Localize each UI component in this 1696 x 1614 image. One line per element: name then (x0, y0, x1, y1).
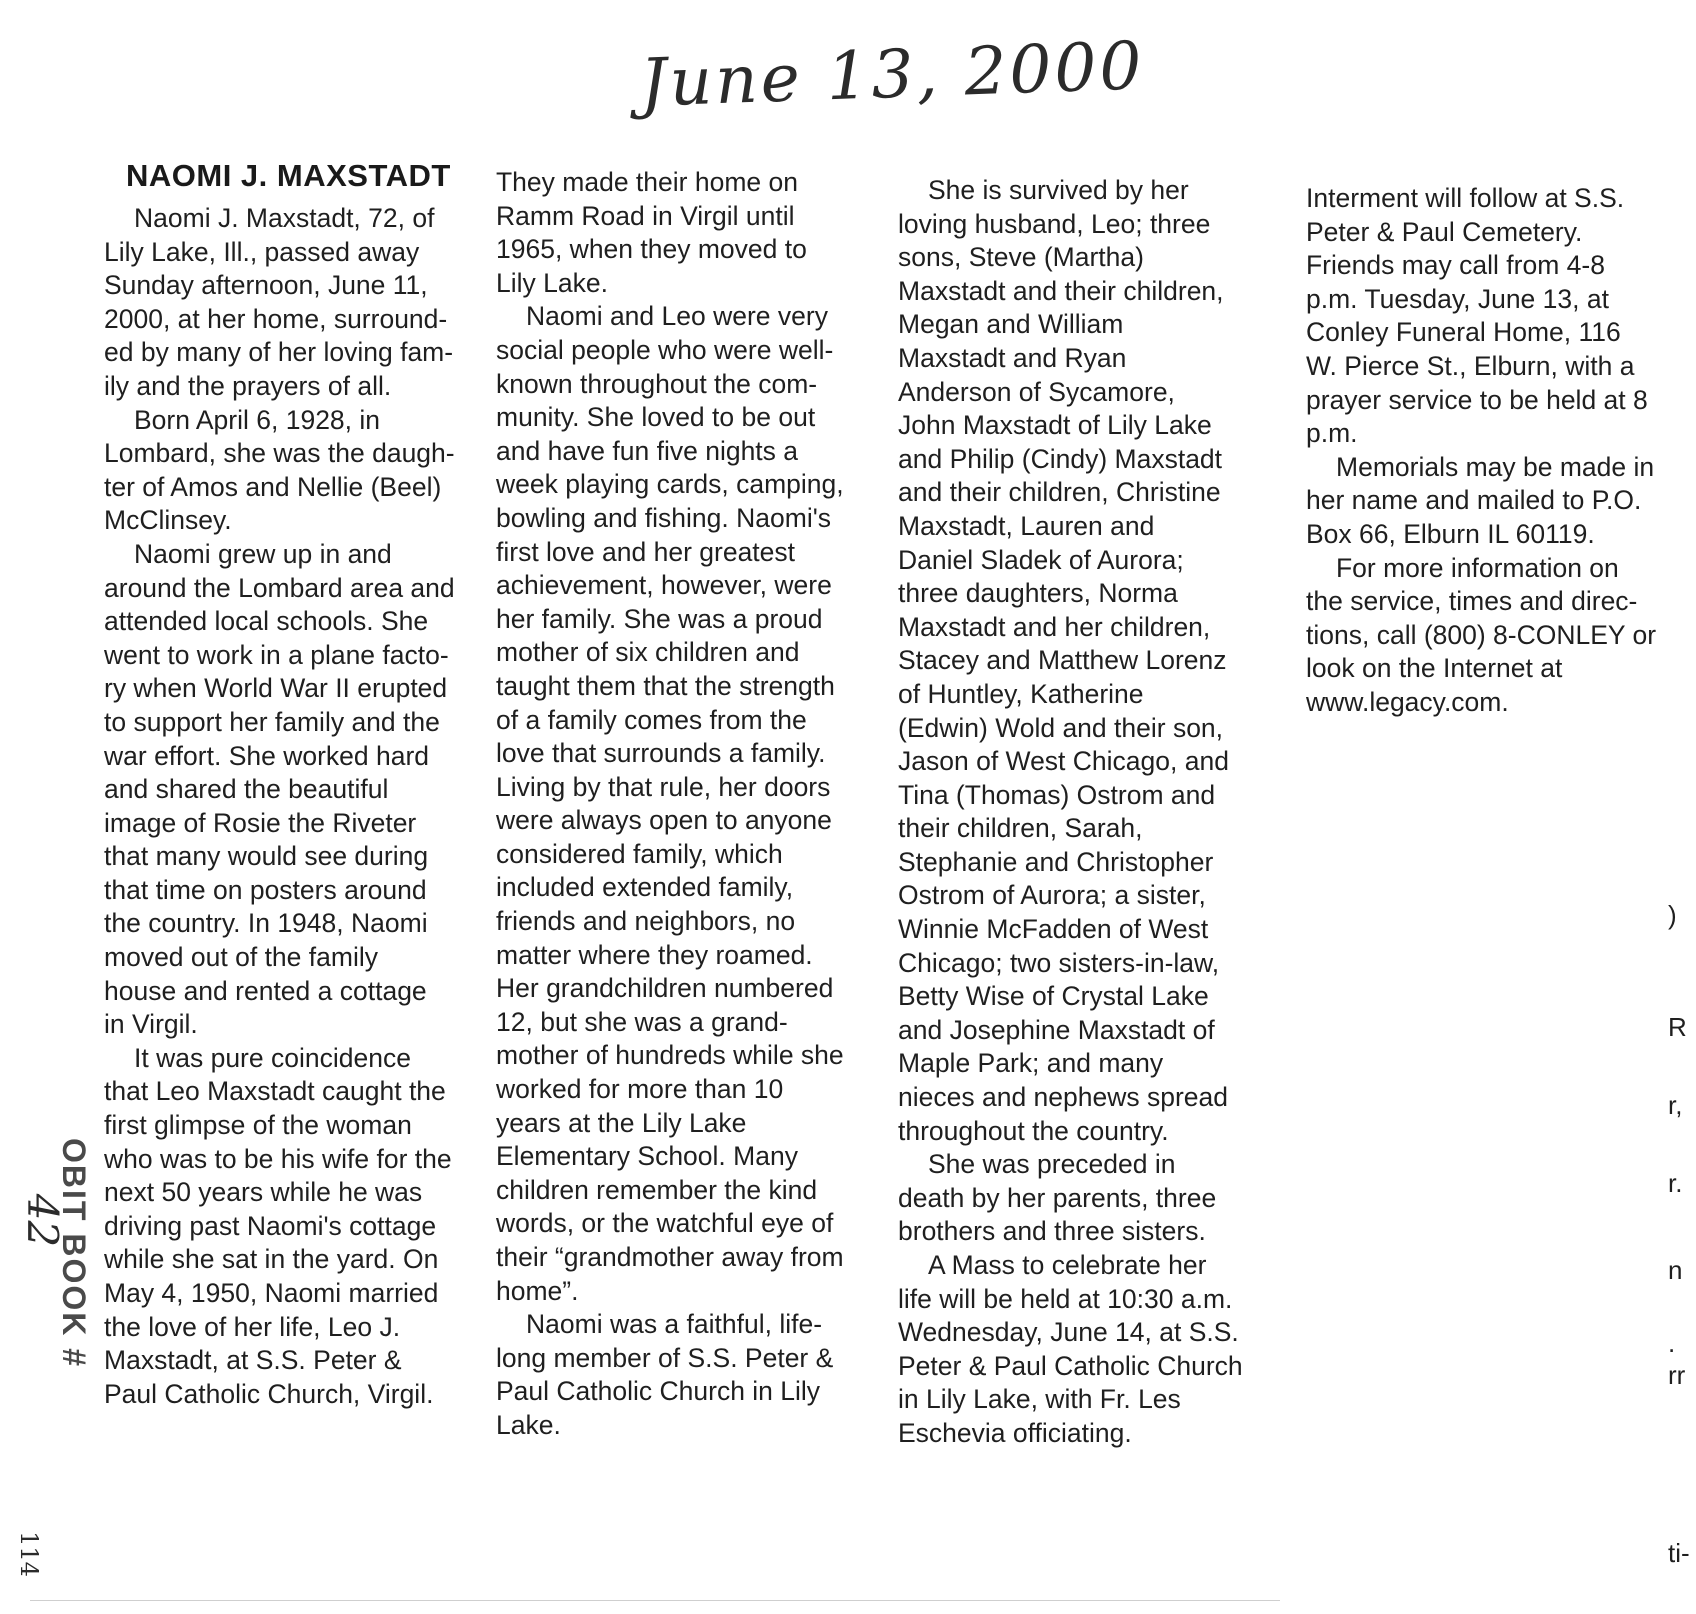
text-line: worked for more than 10 (496, 1074, 784, 1105)
text-line: Interment will follow at S.S. (1306, 183, 1625, 213)
text-line: their children, Sarah, (898, 813, 1143, 844)
text-line: and their children, Christine (898, 477, 1221, 508)
text-line: Stephanie and Christopher (898, 846, 1214, 877)
text-line: were always open to anyone (496, 805, 832, 836)
text-line: home”. (496, 1275, 579, 1306)
text-line: her family. She was a proud (496, 603, 823, 634)
text-line: mother of hundreds while she (496, 1040, 844, 1071)
text-line: ed by many of her loving fam- (104, 337, 454, 368)
text-line: Paul Catholic Church, Virgil. (104, 1378, 434, 1409)
text-line: Peter & Paul Cemetery. (1306, 216, 1583, 247)
text-line: 2000, at her home, surround- (104, 303, 448, 334)
text-line: in Virgil. (104, 1009, 198, 1040)
text-line: Ostrom of Aurora; a sister, (898, 880, 1206, 911)
edge-fragment: ti- (1668, 1538, 1690, 1568)
edge-fragment: ) (1668, 900, 1677, 930)
text-line: the love of her life, Leo J. (104, 1311, 401, 1342)
text-line: Stacey and Matthew Lorenz (898, 645, 1227, 676)
text-line: ry when World War II erupted (104, 673, 448, 704)
text-line: She is survived by her (928, 175, 1189, 205)
text-line: tions, call (800) 8-CONLEY or (1306, 619, 1657, 650)
text-line: For more information on (1336, 552, 1619, 583)
text-column-4 (1306, 182, 1656, 720)
text-line: Lake. (496, 1409, 561, 1440)
text-line: John Maxstadt of Lily Lake (898, 410, 1212, 441)
text-line: look on the Internet at (1306, 653, 1563, 684)
text-line: Lily Lake, Ill., passed away (104, 236, 420, 267)
text-column-2 (496, 166, 844, 1443)
text-line: Daniel Sladek of Aurora; (898, 544, 1184, 575)
text-line: matter where they roamed. (496, 939, 813, 970)
obituary-headline: NAOMI J. MAXSTADT (126, 158, 451, 193)
text-line: her name and mailed to P.O. (1306, 485, 1642, 516)
handwritten-book-number: 42 (18, 1193, 68, 1248)
text-line: included extended family, (496, 872, 794, 903)
text-line: Chicago; two sisters-in-law, (898, 947, 1220, 978)
corner-handwritten-mark: 114 (14, 1531, 43, 1577)
text-line: Winnie McFadden of West (898, 914, 1209, 945)
text-line: Megan and William (898, 309, 1124, 340)
text-line: ily and the prayers of all. (104, 370, 392, 401)
text-line: while she sat in the yard. On (104, 1244, 439, 1275)
text-line: Lombard, she was the daugh- (104, 438, 455, 469)
text-line: They made their home on (496, 167, 798, 197)
text-line: A Mass to celebrate her (928, 1250, 1207, 1280)
text-line: nieces and nephews spread (898, 1082, 1229, 1113)
edge-fragment: n (1668, 1255, 1683, 1285)
text-line: prayer service to be held at 8 (1306, 384, 1648, 415)
text-line: their “grandmother away from (496, 1242, 844, 1272)
text-line: went to work in a plane facto- (104, 639, 449, 670)
text-line: mother of six children and (496, 637, 800, 668)
text-line: W. Pierce St., Elburn, with a (1306, 350, 1635, 381)
text-line: war effort. She worked hard (104, 740, 430, 771)
text-line: Conley Funeral Home, 116 (1306, 317, 1621, 348)
text-line: in Lily Lake, with Fr. Les (898, 1384, 1181, 1415)
text-line: and Josephine Maxstadt of (898, 1014, 1215, 1045)
text-line: first glimpse of the woman (104, 1110, 412, 1141)
text-line: Maxstadt and her children, (898, 611, 1211, 642)
text-line: words, or the watchful eye of (496, 1208, 834, 1239)
text-line: who was to be his wife for the (104, 1143, 452, 1174)
text-line: loving husband, Leo; three (898, 208, 1211, 239)
obit-book-stamp: OBIT BOOK # (56, 1138, 92, 1369)
text-line: around the Lombard area and (104, 572, 455, 603)
text-line: p.m. (1306, 418, 1358, 449)
text-line: that many would see during (104, 841, 429, 872)
text-line: known throughout the com- (496, 368, 818, 399)
text-line: the service, times and direc- (1306, 586, 1638, 617)
text-line: Naomi was a faithful, life- (526, 1309, 823, 1340)
text-line: Naomi grew up in and (134, 538, 392, 569)
text-line: Ramm Road in Virgil until (496, 200, 795, 231)
text-line: first love and her greatest (496, 536, 796, 567)
text-line: Naomi J. Maxstadt, 72, of (134, 203, 435, 233)
text-line: Maple Park; and many (898, 1048, 1164, 1079)
text-line: Maxstadt and their children, (898, 275, 1224, 306)
text-line: and have fun five nights a (496, 435, 799, 466)
text-line: next 50 years while he was (104, 1177, 423, 1208)
text-line: achievement, however, were (496, 570, 832, 601)
text-line: 12, but she was a grand- (496, 1006, 788, 1037)
text-line: Sunday afternoon, June 11, (104, 270, 428, 301)
text-line: Betty Wise of Crystal Lake (898, 981, 1209, 1012)
text-line: moved out of the family (104, 942, 378, 973)
text-line: children remember the kind (496, 1174, 818, 1205)
text-line: friends and neighbors, no (496, 906, 796, 937)
text-line: throughout the country. (898, 1115, 1169, 1146)
text-line: week playing cards, camping, (496, 469, 844, 500)
text-line: brothers and three sisters. (898, 1216, 1206, 1247)
text-line: 1965, when they moved to (496, 234, 807, 265)
text-line: Living by that rule, her doors (496, 771, 831, 802)
text-line: years at the Lily Lake (496, 1107, 747, 1138)
text-line: that Leo Maxstadt caught the (104, 1076, 446, 1107)
text-line: social people who were well- (496, 334, 834, 365)
text-line: taught them that the strength (496, 670, 835, 701)
text-line: Jason of West Chicago, and (898, 746, 1229, 777)
text-line: the country. In 1948, Naomi (104, 908, 428, 939)
edge-fragment: R (1668, 1012, 1687, 1042)
edge-fragment: rr (1668, 1360, 1686, 1390)
text-line: www.legacy.com. (1306, 686, 1509, 717)
text-line: love that surrounds a family. (496, 738, 826, 769)
text-column-3 (898, 174, 1243, 1451)
handwritten-date: June 13, 2000 (638, 27, 1146, 122)
text-line: to support her family and the (104, 706, 440, 737)
text-line: Maxstadt, at S.S. Peter & (104, 1345, 402, 1376)
text-line: house and rented a cottage (104, 975, 427, 1006)
text-line: image of Rosie the Riveter (104, 807, 417, 838)
text-line: munity. She loved to be out (496, 402, 816, 433)
text-line: life will be held at 10:30 a.m. (898, 1283, 1233, 1314)
text-line: She was preceded in (928, 1149, 1176, 1180)
text-line: Elementary School. Many (496, 1141, 798, 1172)
text-line: of Huntley, Katherine (898, 678, 1144, 709)
text-line: Eschevia officiating. (898, 1417, 1132, 1448)
text-line: Naomi and Leo were very (526, 301, 828, 332)
text-line: Anderson of Sycamore, (898, 376, 1175, 407)
text-line: Her grandchildren numbered (496, 973, 834, 1004)
edge-fragment: r. (1668, 1168, 1683, 1198)
text-line: three daughters, Norma (898, 578, 1178, 609)
text-line: of a family comes from the (496, 704, 807, 735)
text-line: bowling and fishing. Naomi's (496, 502, 832, 533)
text-line: considered family, which (496, 838, 783, 869)
text-line: p.m. Tuesday, June 13, at (1306, 283, 1609, 314)
text-line: Wednesday, June 14, at S.S. (898, 1317, 1239, 1348)
edge-fragment: . (1668, 1328, 1676, 1358)
text-line: Memorials may be made in (1336, 451, 1655, 482)
text-line: driving past Naomi's cottage (104, 1210, 437, 1241)
text-line: Lily Lake. (496, 267, 608, 298)
text-line: (Edwin) Wold and their son, (898, 712, 1224, 743)
text-line: Paul Catholic Church in Lily (496, 1376, 821, 1407)
text-line: Peter & Paul Catholic Church (898, 1350, 1243, 1381)
text-column-1 (104, 202, 455, 1411)
text-line: attended local schools. She (104, 606, 429, 637)
text-line: It was pure coincidence (134, 1042, 411, 1073)
text-line: Box 66, Elburn IL 60119. (1306, 518, 1595, 549)
text-line: that time on posters around (104, 874, 427, 905)
text-line: Born April 6, 1928, in (134, 404, 381, 435)
text-line: Tina (Thomas) Ostrom and (898, 779, 1216, 810)
text-line: long member of S.S. Peter & (496, 1342, 834, 1373)
text-line: Maxstadt, Lauren and (898, 510, 1155, 541)
text-line: May 4, 1950, Naomi married (104, 1278, 439, 1308)
text-line: McClinsey. (104, 505, 232, 536)
text-line: and shared the beautiful (104, 774, 389, 805)
text-line: sons, Steve (Martha) (898, 242, 1144, 273)
text-line: death by her parents, three (898, 1182, 1217, 1213)
edge-fragment: r, (1668, 1090, 1683, 1120)
text-line: Maxstadt and Ryan (898, 342, 1127, 373)
text-line: ter of Amos and Nellie (Beel) (104, 471, 442, 502)
text-line: and Philip (Cindy) Maxstadt (898, 443, 1223, 474)
text-line: Friends may call from 4-8 (1306, 250, 1605, 281)
bottom-rule (30, 1600, 1280, 1601)
